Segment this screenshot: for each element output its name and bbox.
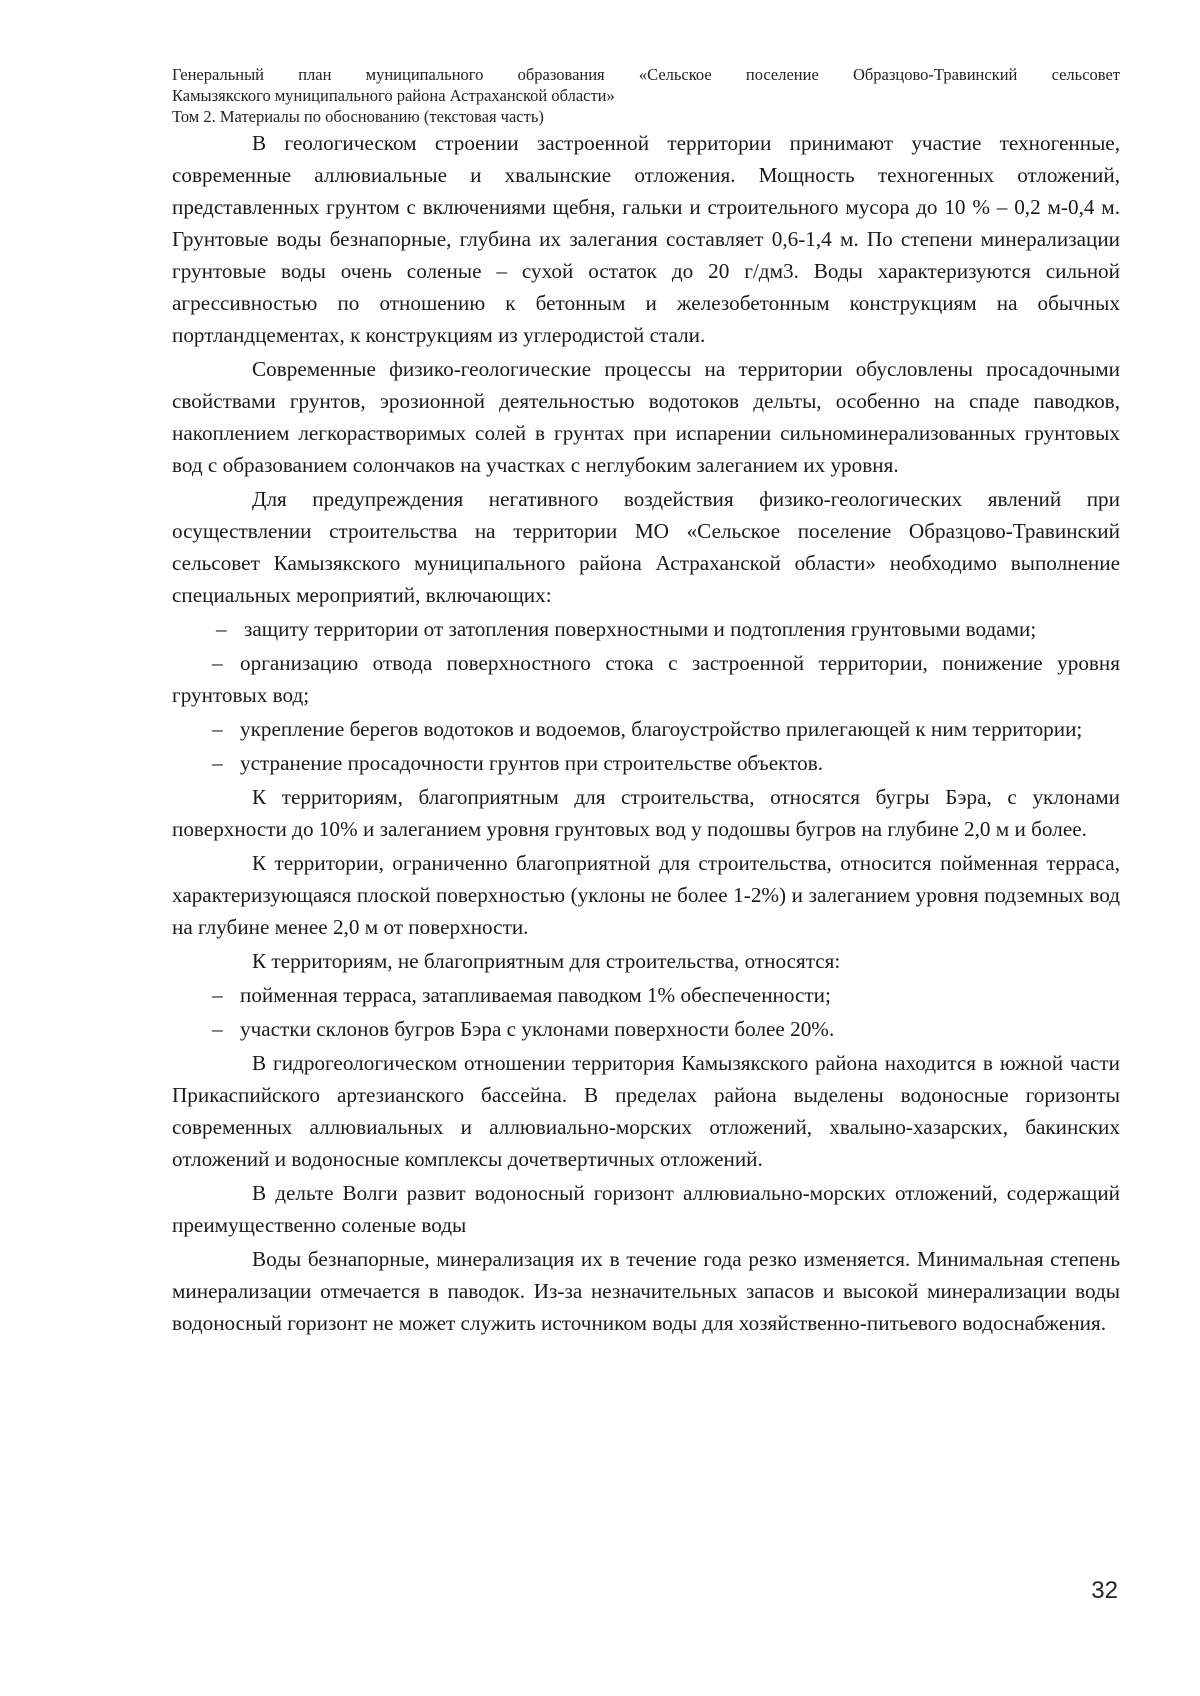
dash-marker: – — [212, 751, 223, 775]
list-item-text: устранение просадочности грунтов при строительстве объектов. — [240, 751, 824, 775]
list-item-text: укрепление берегов водотоков и водоемов, благоустройство прилегающей к ним территории; — [240, 717, 1083, 741]
dash-marker: – — [212, 1017, 223, 1041]
list-item-text: участки склонов бугров Бэра с уклонами поверхности более 20%. — [240, 1017, 835, 1041]
document-page — [172, 64, 1120, 1341]
list-item-text: организацию отвода поверхностного стока с застроенной территории, понижение уровня грунтовых вод; — [172, 651, 1120, 707]
dash-marker: – — [212, 717, 223, 741]
paragraph-waters: Воды безнапорные, минерализация их в течение года резко изменяется. Минимальная степень минерализации отмечается в паводок. Из-за незначительных запасов и высокой минерализации воды водоносный горизонт не может служить источником воды для хозяйственно-питьевого водоснабжения. — [172, 1247, 1120, 1335]
list-item — [172, 713, 1120, 745]
dash-marker: – — [212, 651, 223, 675]
list-item-text: защиту территории от затопления поверхностными и подтопления грунтовыми водами; — [244, 617, 1037, 641]
running-header — [172, 64, 1120, 127]
paragraph-processes: Современные физико-геологические процессы на территории обусловлены просадочными свойствами грунтов, эрозионной деятельностью водотоков дельты, особенно на спаде паводков, накоплением легкорастворимых солей в грунтах при испарении сильноминерализованных грунтовых вод с образованием солончаков на участках с неглубоким залеганием их уровня. — [172, 357, 1120, 477]
list-item — [172, 747, 1120, 779]
header-line-1: Генеральный план муниципального образования «Сельское поселение Образцово-Травинский сельсовет — [172, 65, 1120, 84]
dash-marker: – — [216, 617, 227, 641]
document-body — [172, 127, 1120, 1339]
list-item — [172, 647, 1120, 711]
list-item — [172, 1013, 1120, 1045]
paragraph-volga-delta: В дельте Волги развит водоносный горизонт аллювиально-морских отложений, содержащий преимущественно соленые воды — [172, 1181, 1120, 1237]
paragraph-favorable: К территориям, благоприятным для строительства, относятся бугры Бэра, с уклонами поверхности до 10% и залеганием уровня грунтовых вод у подошвы бугров на глубине 2,0 м и более. — [172, 785, 1120, 841]
paragraph-hydrogeology: В гидрогеологическом отношении территория Камызякского района находится в южной части Прикаспийского артезианского бассейна. В пределах района выделены водоносные горизонты современных аллювиальных и аллювиально-морских отложений, хвалыно-хазарских, бакинских отложений и водоносные комплексы дочетвертичных отложений. — [172, 1051, 1120, 1171]
paragraph-limited: К территории, ограниченно благоприятной для строительства, относится пойменная терраса, характеризующаяся плоской поверхностью (уклоны не более 1-2%) и залеганием уровня подземных вод на глубине менее 2,0 м от поверхности. — [172, 851, 1120, 939]
header-line-3: Том 2. Материалы по обоснованию (текстовая часть) — [172, 107, 544, 126]
list-item — [172, 613, 1120, 645]
dash-marker: – — [212, 983, 223, 1007]
list-item — [172, 979, 1120, 1011]
paragraph-geology: В геологическом строении застроенной территории принимают участие техногенные, современные аллювиальные и хвалынские отложения. Мощность техногенных отложений, представленных грунтом с включениями щебня, гальки и строительного мусора до 10 % – 0,2 м-0,4 м. Грунтовые воды безнапорные, глубина их залегания составляет 0,6-1,4 м. По степени минерализации грунтовые воды очень соленые – сухой остаток до 20 г/дм3. Воды характеризуются сильной агрессивностью по отношению к бетонным и железобетонным конструкциям на обычных портландцементах, к конструкциям из углеродистой стали. — [172, 131, 1120, 347]
page-number: 32 — [1091, 1577, 1118, 1604]
header-line-2: Камызякского муниципального района Астраханской области» — [172, 86, 615, 105]
list-item-text: пойменная терраса, затапливаемая паводком 1% обеспеченности; — [240, 983, 831, 1007]
paragraph-measures-intro: Для предупреждения негативного воздействия физико-геологических явлений при осуществлении строительства на территории МО «Сельское поселение Образцово-Травинский сельсовет Камызякского муниципального района Астраханской области» необходимо выполнение специальных мероприятий, включающих: — [172, 487, 1120, 607]
paragraph-unfavorable-intro: К территориям, не благоприятным для строительства, относятся: — [252, 949, 841, 973]
